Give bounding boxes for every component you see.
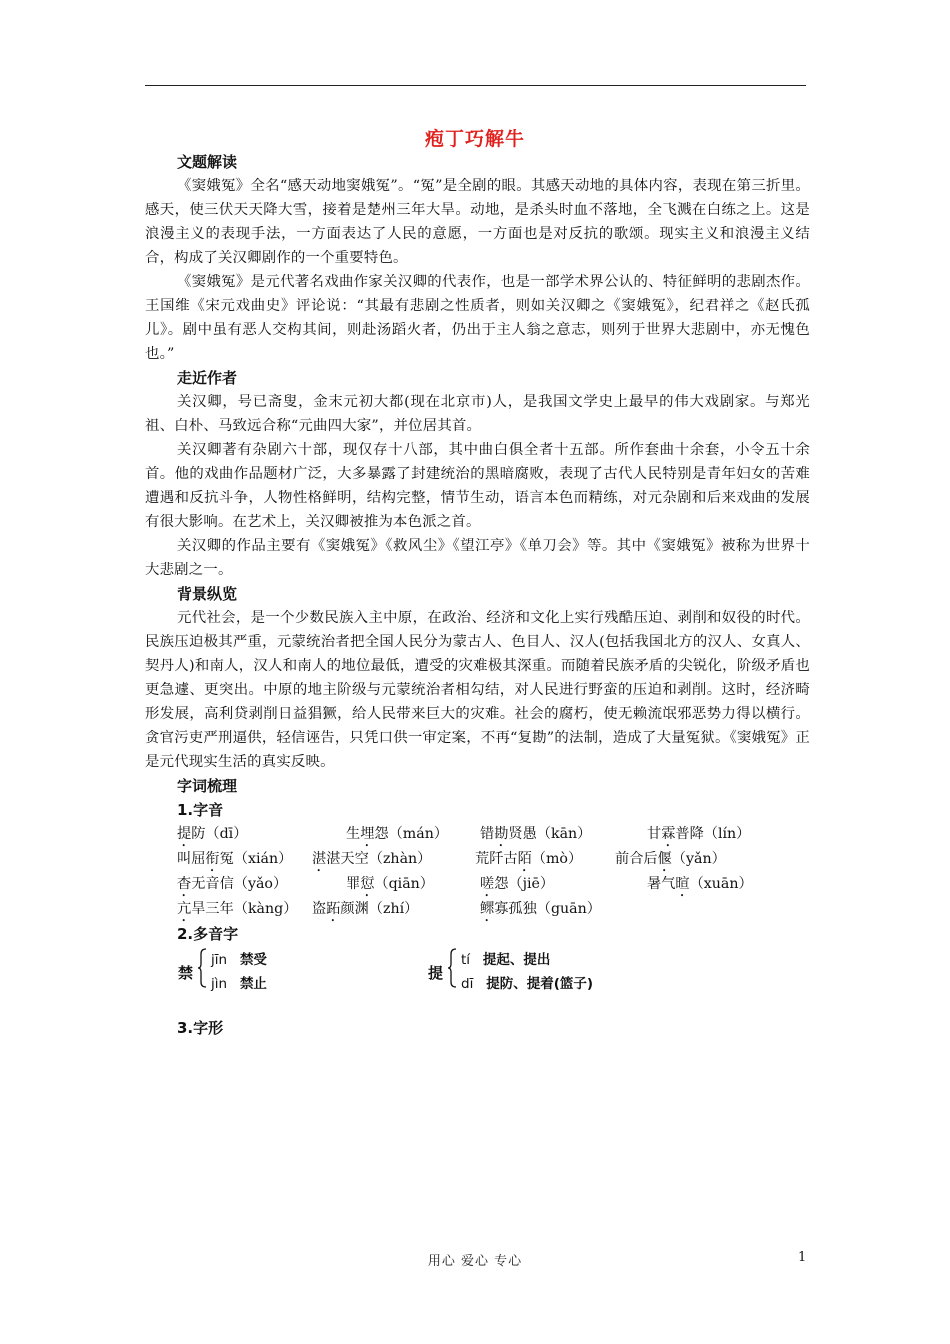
brace-icon: [447, 948, 457, 988]
document-body: [145, 150, 810, 1040]
pronunciation-row: [177, 822, 810, 847]
polyphone-reading: [461, 972, 593, 992]
pronunciation-item: 错勘贤愚（kān）: [480, 826, 592, 842]
section-heading-vocabulary: 字词梳理: [177, 777, 238, 795]
pronunciation-item: 荒阡古陌（mò）: [475, 851, 583, 867]
pronunciation-item: 提防（dī）: [177, 826, 248, 842]
example-words: 提起、提出: [482, 952, 551, 968]
pronunciation-item: 生埋怨（mán）: [346, 826, 449, 842]
pronunciation-row: [177, 847, 810, 872]
polyphone-block: [145, 948, 810, 998]
pronunciation-item: 甘霖普降（lín）: [647, 826, 751, 842]
pinyin: jìn: [211, 976, 228, 992]
pronunciation-item: 前合后偃（yǎn）: [615, 851, 726, 867]
pronunciation-list: [145, 822, 810, 922]
pronunciation-row: [177, 897, 810, 922]
polyphone-char: 禁: [178, 964, 194, 982]
paragraph: 关汉卿的作品主要有《窦娥冤》《救风尘》《望江亭》《单刀会》等。其中《窦娥冤》被称为世界十大悲剧之一。: [145, 538, 810, 578]
pinyin: tí: [461, 952, 471, 968]
paragraph: 《窦娥冤》全名“感天动地窦娥冤”。“冤”是全剧的眼。其感天动地的具体内容，表现在第三折里。感天，使三伏天天降大雪，接着是楚州三年大旱。动地，是杀头时血不落地，全飞溅在白练之上。这是浪漫主义的表现手法，一方面表达了人民的意愿，一方面也是对反抗的歌颂。现实主义和浪漫主义结合，构成了关汉卿剧作的一个重要特色。: [145, 178, 810, 266]
subheading-polyphones: 2.多音字: [177, 925, 239, 943]
pronunciation-item: 嗟怨（jiē）: [480, 876, 555, 892]
polyphone-reading: [461, 948, 550, 968]
polyphone-reading: [211, 972, 267, 992]
pronunciation-row: [177, 872, 810, 897]
pronunciation-item: 湛湛天空（zhàn）: [312, 851, 432, 867]
section-heading-intro: 文题解读: [177, 153, 238, 171]
example-words: 禁受: [239, 952, 267, 968]
pinyin: dī: [461, 976, 474, 992]
header-rule: [145, 85, 806, 86]
footer-motto: 用心 爱心 专心: [427, 1254, 523, 1269]
example-words: 禁止: [239, 976, 267, 992]
pronunciation-item: 叫屈衔冤（xián）: [177, 851, 293, 867]
section-heading-author: 走近作者: [177, 369, 238, 387]
paragraph: 关汉卿，号已斋叟，金末元初大都(现在北京市)人，是我国文学史上最早的伟大戏剧家。与郑光祖、白朴、马致远合称“元曲四大家”，并位居其首。: [145, 394, 810, 434]
brace-icon: [197, 948, 207, 988]
subheading-pronunciation: 1.字音: [177, 801, 224, 819]
pronunciation-item: 杳无音信（yǎo）: [177, 876, 288, 892]
page-title: 疱丁巧解牛: [424, 128, 525, 150]
paragraph: 关汉卿著有杂剧六十部，现仅存十八部，其中曲白俱全者十五部。所作套曲十余套，小令五十余首。他的戏曲作品题材广泛，大多暴露了封建统治的黑暗腐败，表现了古代人民特别是青年妇女的苦难遭遇和反抗斗争，人物性格鲜明，结构完整，情节生动，语言本色而精练，对元杂剧和后来戏曲的发展有很大影响。在艺术上，关汉卿被推为本色派之首。: [145, 442, 810, 530]
pronunciation-item: 暑气暄（xuān）: [647, 876, 753, 892]
subheading-glyphs: 3.字形: [177, 1019, 224, 1037]
polyphone-reading: [211, 948, 267, 968]
pronunciation-item: 罪愆（qiān）: [346, 876, 434, 892]
section-heading-background: 背景纵览: [177, 585, 238, 603]
paragraph: 元代社会，是一个少数民族入主中原，在政治、经济和文化上实行残酷压迫、剥削和奴役的时代。民族压迫极其严重，元蒙统治者把全国人民分为蒙古人、色目人、汉人(包括我国北方的汉人、女真人、契丹人)和南人，汉人和南人的地位最低，遭受的灾难极其深重。而随着民族矛盾的尖锐化，阶级矛盾也更急遽、更突出。中原的地主阶级与元蒙统治者相勾结，对人民进行野蛮的压迫和剥削。这时，经济畸形发展，高利贷剥削日益猖獗，给人民带来巨大的灾难。社会的腐朽，使无赖流氓邪恶势力得以横行。贪官污吏严刑逼供，轻信诬告，只凭口供一审定案，不再“复勘”的法制，造成了大量冤狱。《窦娥冤》正是元代现实生活的真实反映。: [145, 610, 810, 770]
pronunciation-item: 亢旱三年（kàng）: [177, 901, 298, 917]
paragraph: 《窦娥冤》是元代著名戏曲作家关汉卿的代表作，也是一部学术界公认的、特征鲜明的悲剧杰作。王国维《宋元戏曲史》评论说：“其最有悲剧之性质者，则如关汉卿之《窦娥冤》，纪君祥之《赵氏孤儿》。剧中虽有恶人交构其间，则赴汤蹈火者，仍出于主人翁之意志，则列于世界大悲剧中，亦无愧色也。”: [145, 274, 810, 362]
example-words: 提防、提着(篮子): [486, 976, 594, 992]
pronunciation-item: 鳏寡孤独（guān）: [480, 901, 601, 917]
page-number: 1: [798, 1250, 807, 1265]
pronunciation-item: 盗跖颜渊（zhí）: [312, 901, 419, 917]
polyphone-char: 提: [428, 964, 444, 982]
pinyin: jīn: [211, 952, 228, 968]
